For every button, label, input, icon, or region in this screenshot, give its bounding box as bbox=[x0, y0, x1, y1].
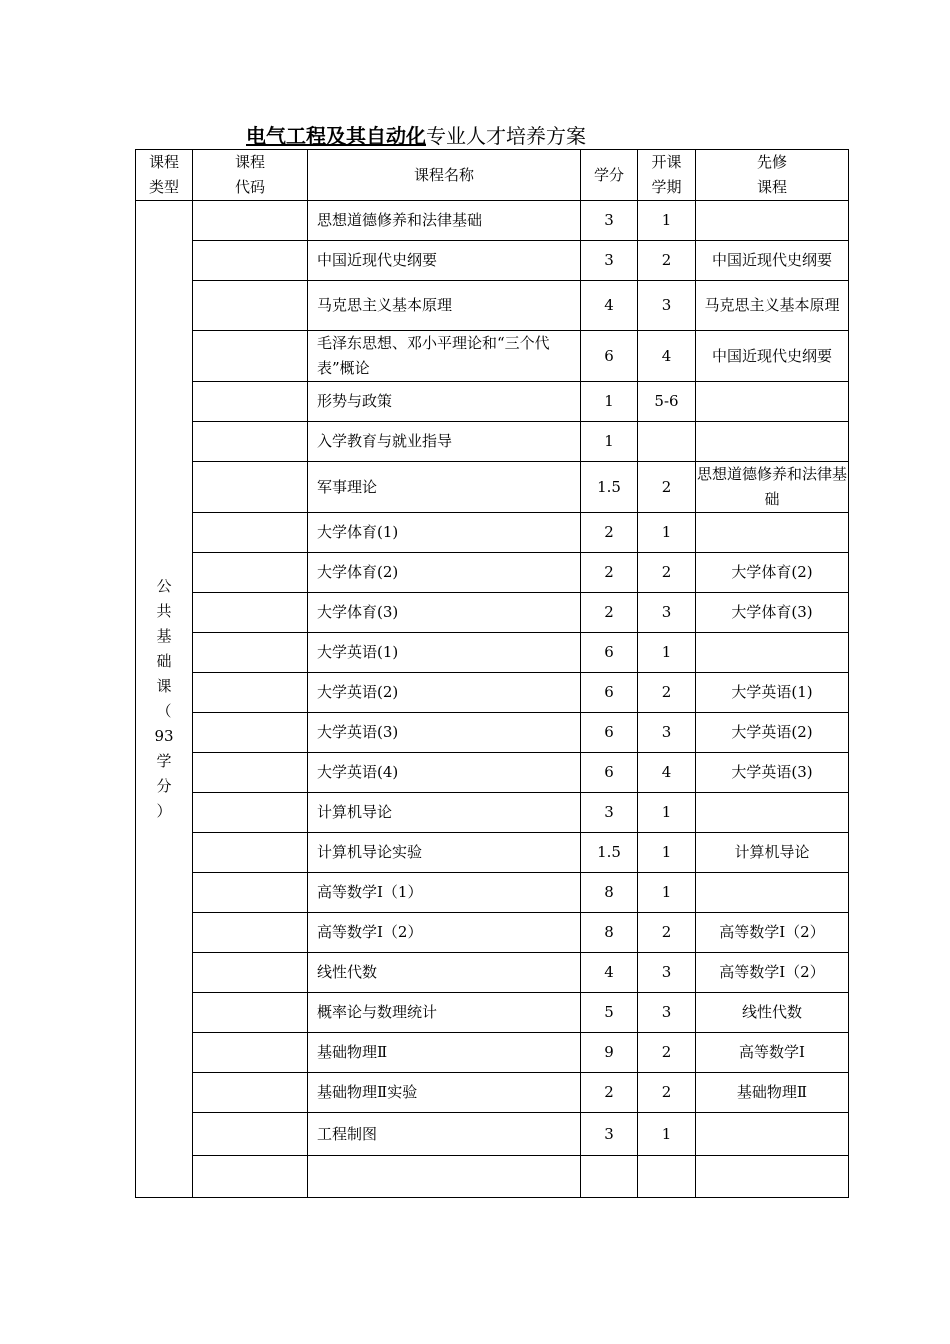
credit-cell: 5 bbox=[581, 993, 638, 1033]
semester-cell: 1 bbox=[638, 1113, 696, 1156]
course-code-cell bbox=[193, 593, 308, 633]
prerequisite-cell bbox=[696, 513, 849, 553]
semester-cell: 3 bbox=[638, 953, 696, 993]
course-code-cell bbox=[193, 382, 308, 422]
table-row bbox=[136, 833, 849, 873]
course-code-cell bbox=[193, 793, 308, 833]
semester-cell: 4 bbox=[638, 753, 696, 793]
course-name-cell: 高等数学Ⅰ（2） bbox=[308, 913, 581, 953]
table-row bbox=[136, 1156, 849, 1198]
course-code-cell bbox=[193, 462, 308, 513]
course-code-cell bbox=[193, 1156, 308, 1198]
category-char: 共 bbox=[156, 602, 172, 620]
course-code-cell bbox=[193, 1073, 308, 1113]
course-code-cell bbox=[193, 553, 308, 593]
title-major: 电气工程及其自动化 bbox=[246, 124, 426, 148]
prerequisite-cell: 线性代数 bbox=[696, 993, 849, 1033]
semester-cell bbox=[638, 422, 696, 462]
semester-cell: 3 bbox=[638, 593, 696, 633]
course-code-cell bbox=[193, 241, 308, 281]
course-name-cell: 线性代数 bbox=[308, 953, 581, 993]
header-semester: 开课 学期 bbox=[638, 150, 696, 201]
prerequisite-cell bbox=[696, 1113, 849, 1156]
course-code-cell bbox=[193, 1113, 308, 1156]
prerequisite-cell: 基础物理Ⅱ bbox=[696, 1073, 849, 1113]
course-code-cell bbox=[193, 513, 308, 553]
course-name-cell: 思想道德修养和法律基础 bbox=[308, 201, 581, 241]
semester-cell: 2 bbox=[638, 913, 696, 953]
credit-cell: 1 bbox=[581, 382, 638, 422]
prerequisite-cell bbox=[696, 1156, 849, 1198]
header-course-code: 课程 代码 bbox=[193, 150, 308, 201]
semester-cell: 1 bbox=[638, 633, 696, 673]
course-code-cell bbox=[193, 833, 308, 873]
table-row bbox=[136, 793, 849, 833]
course-name-cell: 大学英语(1) bbox=[308, 633, 581, 673]
credit-cell: 1.5 bbox=[581, 833, 638, 873]
course-name-cell: 大学体育(3) bbox=[308, 593, 581, 633]
category-char: ） bbox=[156, 802, 172, 820]
header-course-type: 课程 类型 bbox=[136, 150, 193, 201]
course-name-cell: 工程制图 bbox=[308, 1113, 581, 1156]
document-title bbox=[246, 120, 586, 149]
prerequisite-cell bbox=[696, 382, 849, 422]
table-row bbox=[136, 713, 849, 753]
credit-cell: 8 bbox=[581, 913, 638, 953]
credit-cell: 2 bbox=[581, 1073, 638, 1113]
table-row bbox=[136, 593, 849, 633]
prerequisite-cell: 计算机导论 bbox=[696, 833, 849, 873]
course-name-cell: 高等数学Ⅰ（1） bbox=[308, 873, 581, 913]
credit-cell bbox=[581, 1156, 638, 1198]
credit-cell: 2 bbox=[581, 593, 638, 633]
semester-cell: 1 bbox=[638, 793, 696, 833]
credit-cell: 4 bbox=[581, 953, 638, 993]
credit-cell: 9 bbox=[581, 1033, 638, 1073]
title-rest: 专业人才培养方案 bbox=[426, 124, 586, 148]
header-course-name: 课程名称 bbox=[308, 150, 581, 201]
prerequisite-cell: 大学英语(3) bbox=[696, 753, 849, 793]
table-row bbox=[136, 553, 849, 593]
header-credit: 学分 bbox=[581, 150, 638, 201]
course-name-cell: 毛泽东思想、邓小平理论和“三个代表”概论 bbox=[308, 331, 581, 382]
semester-cell: 3 bbox=[638, 713, 696, 753]
course-name-cell: 计算机导论实验 bbox=[308, 833, 581, 873]
credit-cell: 6 bbox=[581, 331, 638, 382]
category-char: 学 bbox=[156, 752, 172, 770]
category-char: 93 bbox=[154, 727, 174, 745]
prerequisite-cell bbox=[696, 201, 849, 241]
semester-cell: 2 bbox=[638, 553, 696, 593]
table-row bbox=[136, 673, 849, 713]
semester-cell: 2 bbox=[638, 241, 696, 281]
semester-cell: 4 bbox=[638, 331, 696, 382]
table-row bbox=[136, 462, 849, 513]
prerequisite-cell: 高等数学Ⅰ（2） bbox=[696, 953, 849, 993]
course-code-cell bbox=[193, 201, 308, 241]
credit-cell: 8 bbox=[581, 873, 638, 913]
table-row bbox=[136, 1033, 849, 1073]
course-code-cell bbox=[193, 913, 308, 953]
credit-cell: 6 bbox=[581, 633, 638, 673]
table-row bbox=[136, 633, 849, 673]
course-name-cell: 中国近现代史纲要 bbox=[308, 241, 581, 281]
course-code-cell bbox=[193, 1033, 308, 1073]
prerequisite-cell bbox=[696, 422, 849, 462]
course-code-cell bbox=[193, 422, 308, 462]
table-row bbox=[136, 1073, 849, 1113]
category-char: 础 bbox=[156, 652, 172, 670]
course-name-cell: 大学英语(3) bbox=[308, 713, 581, 753]
course-name-cell: 计算机导论 bbox=[308, 793, 581, 833]
course-code-cell bbox=[193, 953, 308, 993]
table-row bbox=[136, 241, 849, 281]
course-code-cell bbox=[193, 873, 308, 913]
course-category-cell bbox=[136, 201, 193, 1198]
credit-cell: 3 bbox=[581, 793, 638, 833]
course-name-cell: 形势与政策 bbox=[308, 382, 581, 422]
semester-cell: 1 bbox=[638, 201, 696, 241]
course-code-cell bbox=[193, 993, 308, 1033]
prerequisite-cell: 大学英语(1) bbox=[696, 673, 849, 713]
curriculum-table bbox=[135, 149, 849, 1198]
course-code-cell bbox=[193, 673, 308, 713]
course-code-cell bbox=[193, 331, 308, 382]
course-name-cell bbox=[308, 1156, 581, 1198]
header-prerequisite: 先修 课程 bbox=[696, 150, 849, 201]
table-row bbox=[136, 753, 849, 793]
table-row bbox=[136, 422, 849, 462]
prerequisite-cell bbox=[696, 873, 849, 913]
table-row bbox=[136, 201, 849, 241]
category-char: （ bbox=[156, 702, 172, 720]
course-code-cell bbox=[193, 713, 308, 753]
prerequisite-cell: 大学体育(3) bbox=[696, 593, 849, 633]
prerequisite-cell: 思想道德修养和法律基础 bbox=[696, 462, 849, 513]
semester-cell: 5-6 bbox=[638, 382, 696, 422]
course-code-cell bbox=[193, 281, 308, 331]
prerequisite-cell: 中国近现代史纲要 bbox=[696, 241, 849, 281]
credit-cell: 4 bbox=[581, 281, 638, 331]
credit-cell: 6 bbox=[581, 713, 638, 753]
header-row bbox=[136, 150, 849, 201]
prerequisite-cell: 马克思主义基本原理 bbox=[696, 281, 849, 331]
semester-cell: 1 bbox=[638, 873, 696, 913]
credit-cell: 3 bbox=[581, 241, 638, 281]
course-name-cell: 马克思主义基本原理 bbox=[308, 281, 581, 331]
credit-cell: 2 bbox=[581, 553, 638, 593]
credit-cell: 3 bbox=[581, 201, 638, 241]
category-char: 课 bbox=[156, 677, 172, 695]
course-code-cell bbox=[193, 633, 308, 673]
table-row bbox=[136, 281, 849, 331]
course-name-cell: 基础物理Ⅱ bbox=[308, 1033, 581, 1073]
category-char: 公 bbox=[156, 577, 172, 595]
table-row bbox=[136, 331, 849, 382]
course-name-cell: 军事理论 bbox=[308, 462, 581, 513]
category-char: 基 bbox=[156, 627, 172, 645]
semester-cell: 2 bbox=[638, 1073, 696, 1113]
credit-cell: 6 bbox=[581, 673, 638, 713]
course-name-cell: 基础物理Ⅱ实验 bbox=[308, 1073, 581, 1113]
credit-cell: 1 bbox=[581, 422, 638, 462]
semester-cell: 2 bbox=[638, 1033, 696, 1073]
prerequisite-cell: 高等数学Ⅰ bbox=[696, 1033, 849, 1073]
prerequisite-cell: 中国近现代史纲要 bbox=[696, 331, 849, 382]
semester-cell bbox=[638, 1156, 696, 1198]
credit-cell: 6 bbox=[581, 753, 638, 793]
semester-cell: 2 bbox=[638, 462, 696, 513]
credit-cell: 3 bbox=[581, 1113, 638, 1156]
course-code-cell bbox=[193, 753, 308, 793]
table-row bbox=[136, 993, 849, 1033]
table-row bbox=[136, 913, 849, 953]
table-row bbox=[136, 382, 849, 422]
category-char: 分 bbox=[156, 777, 172, 795]
prerequisite-cell: 大学体育(2) bbox=[696, 553, 849, 593]
table-row bbox=[136, 513, 849, 553]
table-row bbox=[136, 873, 849, 913]
credit-cell: 1.5 bbox=[581, 462, 638, 513]
credit-cell: 2 bbox=[581, 513, 638, 553]
prerequisite-cell: 大学英语(2) bbox=[696, 713, 849, 753]
course-name-cell: 大学英语(2) bbox=[308, 673, 581, 713]
semester-cell: 3 bbox=[638, 993, 696, 1033]
table-row bbox=[136, 953, 849, 993]
semester-cell: 2 bbox=[638, 673, 696, 713]
table-row bbox=[136, 1113, 849, 1156]
course-name-cell: 大学体育(1) bbox=[308, 513, 581, 553]
semester-cell: 1 bbox=[638, 513, 696, 553]
course-name-cell: 大学英语(4) bbox=[308, 753, 581, 793]
prerequisite-cell bbox=[696, 793, 849, 833]
course-name-cell: 入学教育与就业指导 bbox=[308, 422, 581, 462]
semester-cell: 3 bbox=[638, 281, 696, 331]
prerequisite-cell: 高等数学Ⅰ（2） bbox=[696, 913, 849, 953]
semester-cell: 1 bbox=[638, 833, 696, 873]
prerequisite-cell bbox=[696, 633, 849, 673]
course-name-cell: 概率论与数理统计 bbox=[308, 993, 581, 1033]
course-name-cell: 大学体育(2) bbox=[308, 553, 581, 593]
